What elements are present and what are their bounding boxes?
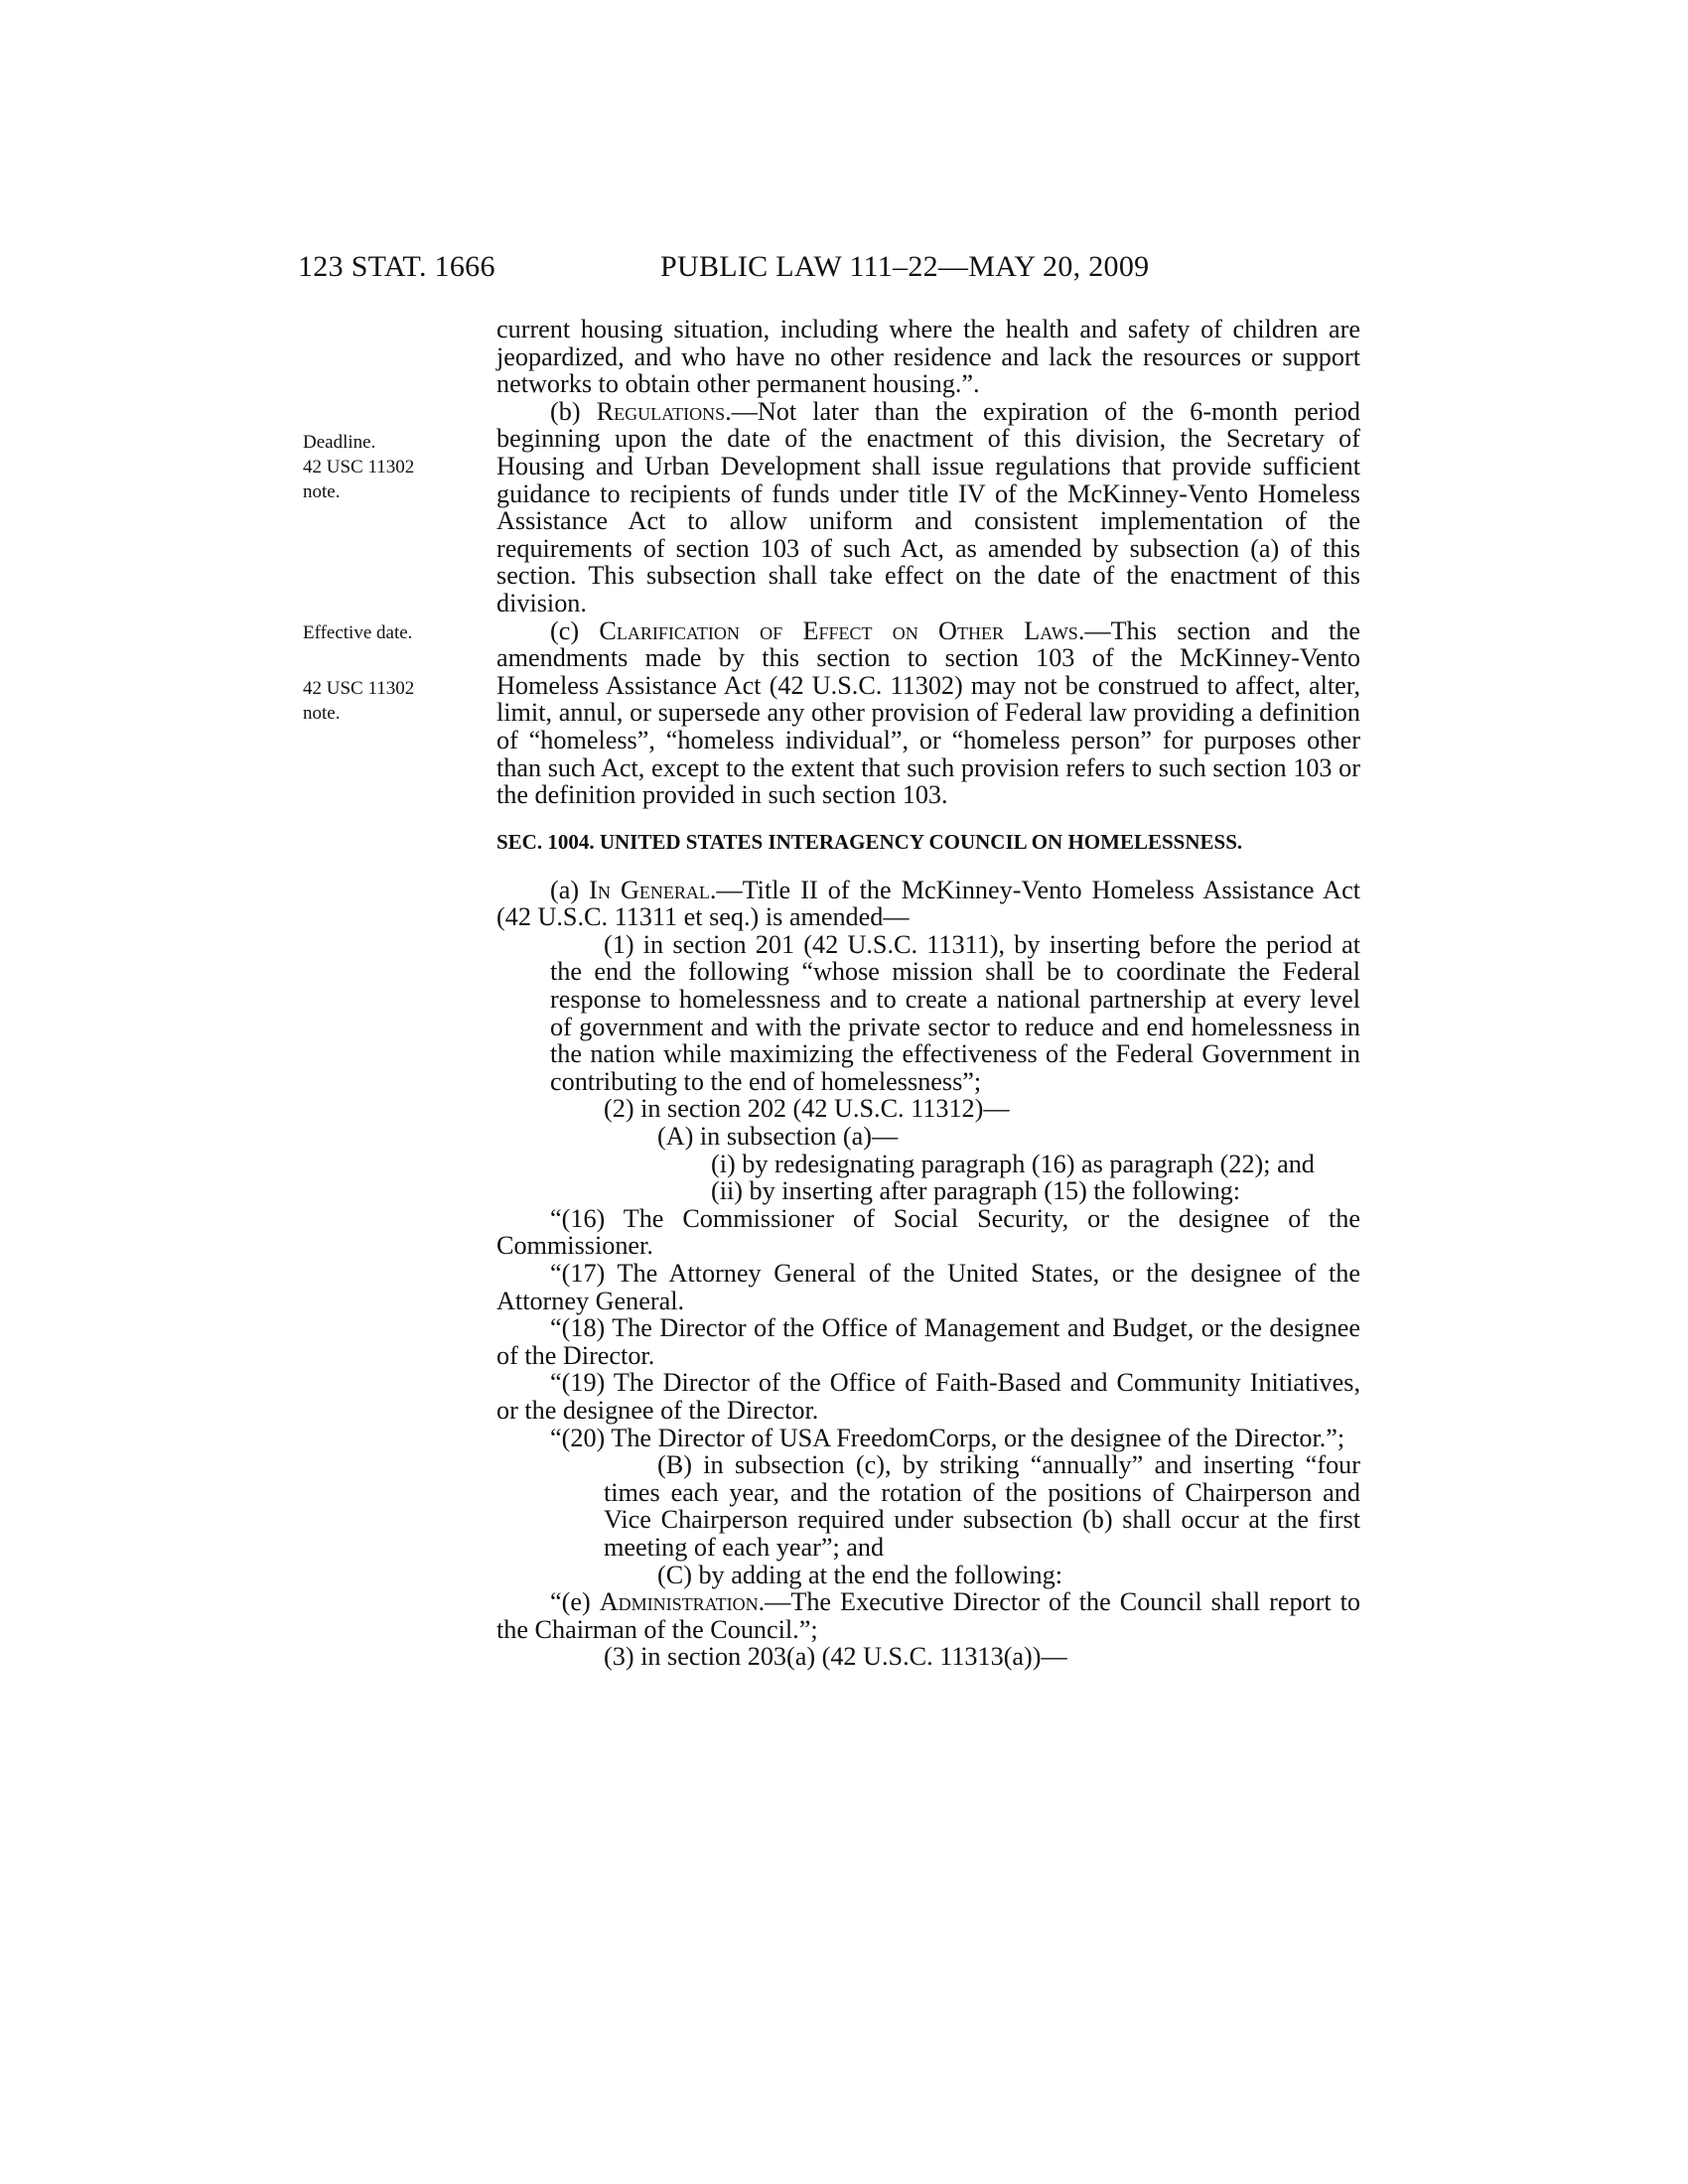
list-item: (i) by redesignating paragraph (16) as paragraph (22); and [711, 1149, 1315, 1178]
margin-deadline-label: Deadline. [303, 432, 376, 453]
subsection-text: .—Not later than the expiration of the 6-month period beginning upon the date of the enactment of this division, the Secretary of Housing and Urban Development shall issue regulations that provide sufficient guidance to recipients of funds under title IV of the McKinney-Vento Homeless Assistance Act to allow uniform and consistent implementation of the requirements of section 103 of such Act, as amended by subsection (a) of this section. This subsection shall take effect on the date of the enactment of this division. [496, 396, 1360, 617]
margin-usc-citation: 42 USC 11302 [303, 678, 415, 699]
list-item: (B) in subsection (c), by striking “annually” and inserting “four times each year, and the rotation of the positions of Chairperson and Vice Chairperson required under subsection (b) shall occur at the first meeting of each year”; and [604, 1450, 1360, 1562]
subsection-text: .—Title II of the McKinney-Vento Homeless Assistance Act (42 U.S.C. 11311 et seq.) is amended— [496, 875, 1360, 932]
list-item: (ii) by inserting after paragraph (15) the following: [711, 1176, 1241, 1206]
margin-usc-citation: 42 USC 11302 [303, 457, 415, 478]
subsection-heading: Clarification of Effect on Other Laws [599, 615, 1078, 645]
subsection-text: .—The Executive Director of the Council shall report to the Chairman of the Council.”; [496, 1587, 1360, 1644]
paragraph-clarification [496, 617, 1360, 809]
quoted-paragraph: “(20) The Director of USA FreedomCorps, or the designee of the Director.”; [550, 1423, 1345, 1452]
quoted-paragraph-administration [496, 1588, 1360, 1643]
subsection-heading: Regulations [596, 396, 726, 426]
subsection-label: (c) [550, 615, 600, 645]
subsection-heading: In General [589, 875, 710, 904]
subsection-heading: Administration [599, 1587, 759, 1617]
paragraph-continuation: current housing situation, including where the health and safety of children are jeopardized, and who have no other residence and lack the resources or support networks to obtain other permanent housing.”. [496, 315, 1360, 399]
list-item: (A) in subsection (a)— [657, 1122, 899, 1152]
margin-note-effective-date [303, 620, 457, 645]
list-item: (1) in section 201 (42 U.S.C. 11311), by inserting before the period at the end the following “whose mission shall be to coordinate the Federal response to homelessness and to create a national partnership at every level of government and with the private sector to reduce and end homelessness in the nation while maximizing the effectiveness of the Federal Government in contributing to the end of homelessness”; [550, 929, 1360, 1096]
paragraph-regulations [496, 398, 1360, 617]
subsection-text: .—This section and the amendments made by this section to section 103 of the McKinney-Vento Homeless Assistance Act (42 U.S.C. 11302) may not be construed to affect, alter, limit, annul, or supersede any other provision of Federal law providing a definition of “homeless”, “homeless individual”, or “homeless person” for purposes other than such Act, except to the extent that such provision refers to such section 103 or the definition provided in such section 103. [496, 615, 1360, 810]
margin-note-label: note. [303, 481, 341, 502]
subsection-label: (b) [550, 396, 597, 426]
list-item: (2) in section 202 (42 U.S.C. 11312)— [604, 1094, 1010, 1124]
subsection-label: “(e) [550, 1587, 600, 1617]
margin-effective-label: Effective date. [303, 622, 413, 643]
list-item: (C) by adding at the end the following: [657, 1560, 1063, 1589]
quoted-paragraph: “(17) The Attorney General of the United States, or the designee of the Attorney General. [496, 1259, 1360, 1315]
paragraph-in-general [496, 877, 1360, 931]
margin-note-label: note. [303, 703, 341, 724]
section-heading: SEC. 1004. UNITED STATES INTERAGENCY COUNCIL ON HOMELESSNESS. [496, 829, 1243, 854]
statute-body [496, 316, 1360, 1671]
quoted-paragraph: “(19) The Director of the Office of Faith-Based and Community Initiatives, or the designee of the Director. [496, 1368, 1360, 1425]
subsection-label: (a) [550, 875, 590, 904]
margin-note-deadline [303, 430, 457, 504]
page-stat-citation: 123 STAT. 1666 [298, 250, 495, 283]
list-item: (3) in section 203(a) (42 U.S.C. 11313(a))— [604, 1642, 1067, 1672]
page-law-header: PUBLIC LAW 111–22—MAY 20, 2009 [660, 250, 1150, 283]
margin-note-usc [303, 676, 457, 726]
quoted-paragraph: “(18) The Director of the Office of Management and Budget, or the designee of the Director. [496, 1313, 1360, 1370]
quoted-paragraph: “(16) The Commissioner of Social Security, or the designee of the Commissioner. [496, 1203, 1360, 1261]
